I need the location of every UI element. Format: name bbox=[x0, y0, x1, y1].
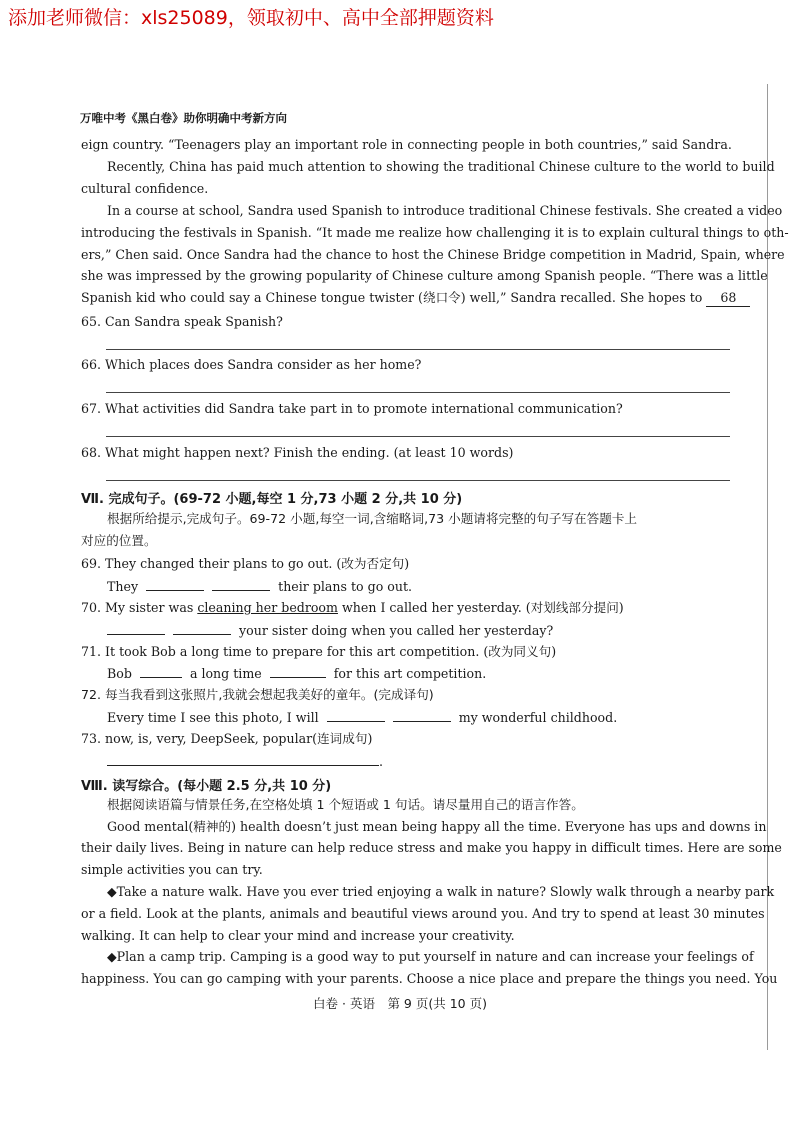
passage-line: introducing the festivals in Spanish. “It made me realize how challenging it is to explain cultural things to oth- bbox=[81, 225, 789, 240]
reading-line: ◆Plan a camp trip. Camping is a good way to put yourself in nature and can increase your feelings of bbox=[107, 949, 754, 964]
reading-line: their daily lives. Being in nature can help reduce stress and make you happy in difficult times. Here are some bbox=[81, 840, 782, 855]
answer-72-text: Every time I see this photo, I will bbox=[107, 710, 319, 725]
answer-71-text: for this art competition. bbox=[333, 666, 487, 681]
reading-line: or a field. Look at the plants, animals and beautiful views around you. And try to spend at least 30 minutes bbox=[81, 906, 765, 921]
answer-73 bbox=[107, 753, 383, 770]
reading-line: happiness. You can go camping with your parents. Choose a nice place and prepare the things you need. You bbox=[81, 971, 778, 986]
question-66: 66. Which places does Sandra consider as her home? bbox=[81, 357, 422, 372]
section-8-instructions: 根据阅读语篇与情景任务,在空格处填 1 个短语或 1 句话。请尽量用自己的语言作答。 bbox=[107, 797, 584, 812]
section-8-title: Ⅷ. 读写综合。(每小题 2.5 分,共 10 分) bbox=[81, 779, 332, 794]
blank-68: 68 bbox=[706, 290, 750, 307]
question-73: 73. now, is, very, DeepSeek, popular(连词成句) bbox=[81, 731, 373, 746]
answer-71-text: Bob bbox=[107, 666, 132, 681]
answer-71 bbox=[107, 665, 486, 682]
passage-line: ers,” Chen said. Once Sandra had the chance to host the Chinese Bridge competition in Madrid, Spain, where bbox=[81, 247, 785, 262]
blank-72-2[interactable] bbox=[393, 709, 451, 722]
question-68: 68. What might happen next? Finish the ending. (at least 10 words) bbox=[81, 445, 514, 460]
question-70-text: when I called her yesterday. (对划线部分提问) bbox=[341, 600, 624, 615]
answer-69-text: They bbox=[107, 579, 139, 594]
page-footer: 白卷 · 英语 第 9 页(共 10 页) bbox=[313, 996, 487, 1011]
passage-line-text: Spanish kid who could say a Chinese tongue twister (绕口令) well,” Sandra recalled. She hopes to bbox=[81, 290, 703, 305]
section-7-instructions: 根据所给提示,完成句子。69-72 小题,每空一词,含缩略词,73 小题请将完整的句子写在答题卡上 bbox=[107, 511, 638, 526]
blank-73[interactable] bbox=[107, 753, 379, 766]
answer-70-text: your sister doing when you called her yesterday? bbox=[239, 623, 554, 638]
question-67: 67. What activities did Sandra take part in to promote international communication? bbox=[81, 401, 623, 416]
question-70 bbox=[81, 600, 624, 616]
question-70-underlined: cleaning her bedroom bbox=[197, 600, 338, 615]
answer-72 bbox=[107, 709, 617, 726]
blank-70-2[interactable] bbox=[173, 622, 231, 635]
passage-line: eign country. “Teenagers play an important role in connecting people in both countries,” said Sandra. bbox=[81, 137, 732, 152]
passage-line: Recently, China has paid much attention to showing the traditional Chinese culture to the world to build bbox=[107, 159, 775, 174]
answer-line-67[interactable] bbox=[106, 436, 730, 437]
passage-line: In a course at school, Sandra used Spanish to introduce traditional Chinese festivals. She created a video bbox=[107, 203, 783, 218]
answer-69-text: their plans to go out. bbox=[278, 579, 413, 594]
answer-line-68[interactable] bbox=[106, 480, 730, 481]
reading-line: walking. It can help to clear your mind and increase your creativity. bbox=[81, 928, 515, 943]
blank-69-1[interactable] bbox=[146, 578, 204, 591]
question-65: 65. Can Sandra speak Spanish? bbox=[81, 314, 283, 329]
answer-70 bbox=[107, 622, 553, 639]
answer-73-period: . bbox=[379, 754, 384, 769]
page-header: 万唯中考《黑白卷》助你明确中考新方向 bbox=[80, 111, 287, 125]
question-71: 71. It took Bob a long time to prepare for this art competition. (改为同义句) bbox=[81, 644, 557, 659]
question-69: 69. They changed their plans to go out. (改为否定句) bbox=[81, 556, 410, 571]
question-72: 72. 每当我看到这张照片,我就会想起我美好的童年。(完成译句) bbox=[81, 687, 434, 702]
blank-71-1[interactable] bbox=[140, 665, 182, 678]
passage-line: she was impressed by the growing popularity of Chinese culture among Spanish people. “There was a little bbox=[81, 268, 768, 283]
blank-72-1[interactable] bbox=[327, 709, 385, 722]
blank-71-2[interactable] bbox=[270, 665, 326, 678]
blank-70-1[interactable] bbox=[107, 622, 165, 635]
section-7-instructions-cont: 对应的位置。 bbox=[81, 533, 157, 548]
reading-line: ◆Take a nature walk. Have you ever tried enjoying a walk in nature? Slowly walk through a nearby park bbox=[107, 884, 775, 899]
watermark-text: 添加老师微信：xls25089，领取初中、高中全部押题资料 bbox=[8, 7, 494, 29]
reading-line: simple activities you can try. bbox=[81, 862, 263, 877]
answer-72-text: my wonderful childhood. bbox=[458, 710, 618, 725]
answer-69 bbox=[107, 578, 412, 595]
answer-71-text: a long time bbox=[189, 666, 262, 681]
passage-line: cultural confidence. bbox=[81, 181, 209, 196]
passage-line bbox=[81, 290, 750, 307]
answer-line-65[interactable] bbox=[106, 349, 730, 350]
reading-line: Good mental(精神的) health doesn’t just mean being happy all the time. Everyone has ups and downs in bbox=[107, 819, 767, 834]
section-7-title: Ⅶ. 完成句子。(69-72 小题,每空 1 分,73 小题 2 分,共 10 分) bbox=[81, 492, 463, 507]
blank-69-2[interactable] bbox=[212, 578, 270, 591]
question-70-text: 70. My sister was bbox=[81, 600, 194, 615]
answer-line-66[interactable] bbox=[106, 392, 730, 393]
